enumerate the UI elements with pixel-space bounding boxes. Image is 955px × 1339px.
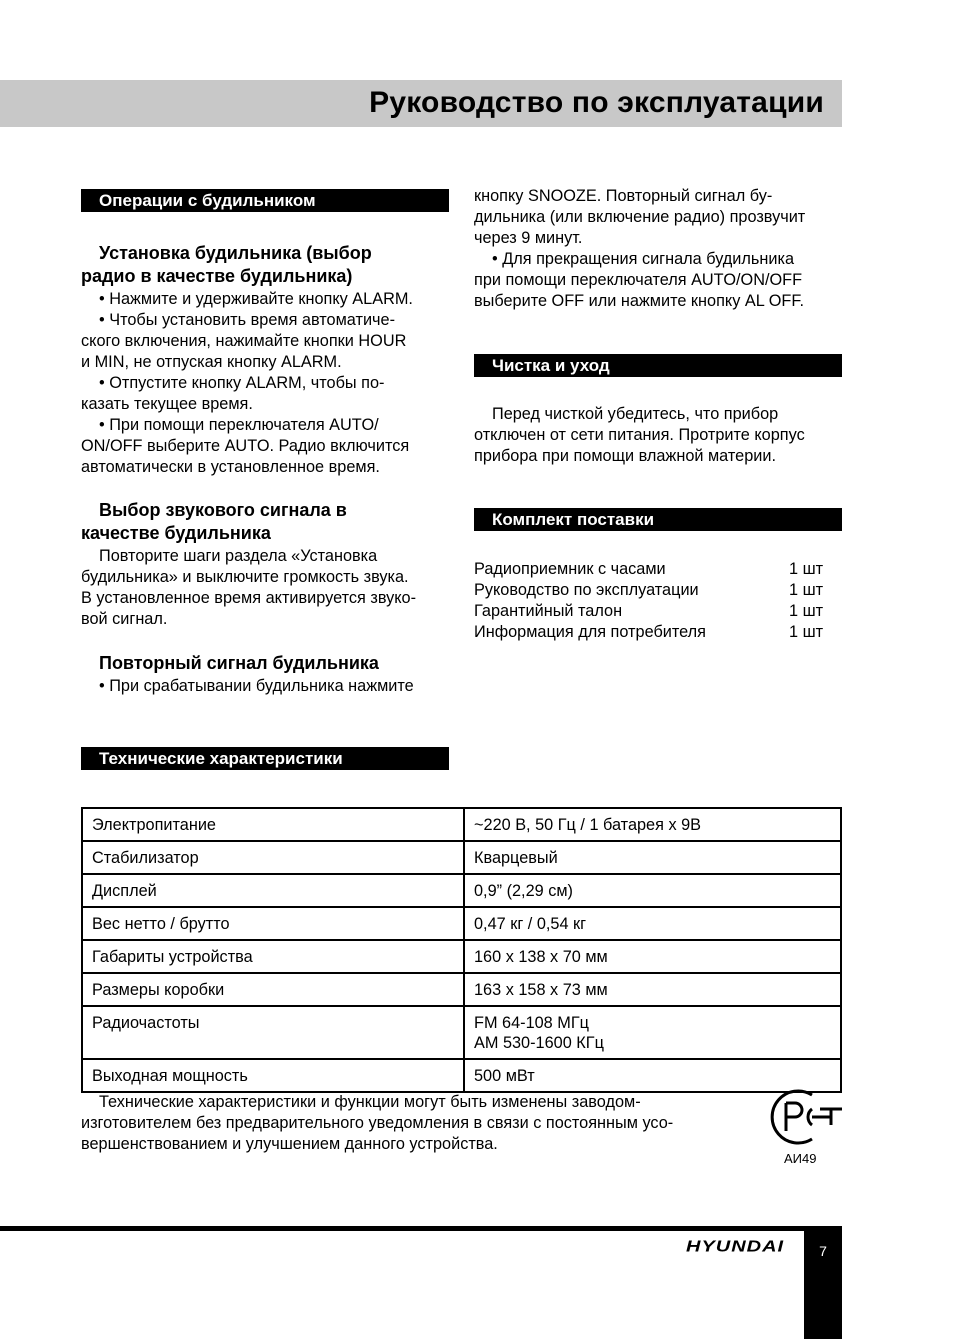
text-line: В установленное время активируется звуко- (81, 589, 417, 607)
header-banner (0, 80, 842, 127)
text-line: казать текущее время. (81, 395, 253, 413)
alarm-set-text (81, 289, 456, 478)
kit-item-name: Радиоприемник с часами (474, 560, 666, 578)
page-number: 7 (819, 1243, 827, 1259)
text-line: • Нажмите и удерживайте кнопку ALARM. (99, 290, 413, 308)
subheading-snooze: Повторный сигнал будильника (99, 653, 379, 673)
subheading-line: Установка будильника (выбор (99, 243, 372, 263)
subheading-alarm-sound (81, 499, 347, 545)
text-line: отключен от сети питания. Протрите корпус (474, 426, 805, 444)
text-line: дильника (или включение радио) прозвучит (474, 208, 806, 226)
text-line: будильника» и выключите громкость звука. (81, 568, 409, 586)
spec-value: 0,47 кг / 0,54 кг (464, 907, 841, 940)
kit-item-qty: 1 шт (789, 560, 824, 578)
section-header-cleaning: Чистка и уход (474, 354, 842, 377)
brand-logo: HYUNDAI (686, 1238, 785, 1256)
disclaimer-note (81, 1092, 741, 1155)
text-line: и MIN, не отпуская кнопку ALARM. (81, 353, 342, 371)
spec-param: Стабилизатор (82, 841, 464, 874)
text-line: при помощи переключателя AUTO/ON/OFF (474, 271, 803, 289)
snooze-text (81, 676, 456, 697)
subheading-alarm-set (81, 242, 372, 288)
spec-value: 160 х 138 х 70 мм (464, 940, 841, 973)
table-row (82, 1006, 841, 1059)
text-line: • Для прекращения сигнала будильника (492, 250, 795, 268)
certification-label: АИ49 (784, 1151, 817, 1166)
spec-value: 500 мВт (464, 1059, 841, 1092)
text-line: ского включения, нажимайте кнопки HOUR (81, 332, 407, 350)
spec-value: 163 х 158 х 73 мм (464, 973, 841, 1006)
spec-param: Дисплей (82, 874, 464, 907)
text-line: прибора при помощи влажной материи. (474, 447, 776, 465)
table-row (82, 808, 841, 841)
spec-value-line: AM 530-1600 КГц (474, 1034, 604, 1052)
subheading-line: качестве будильника (81, 523, 271, 543)
section-header-kit: Комплект поставки (474, 508, 842, 531)
spec-param: Выходная мощность (82, 1059, 464, 1092)
text-line: ON/OFF выберите AUTO. Радио включится (81, 437, 410, 455)
text-line: Перед чисткой убедитесь, что прибор (492, 405, 779, 423)
cleaning-text (474, 404, 844, 467)
kit-item-name: Руководство по эксплуатации (474, 581, 699, 599)
kit-item-name: Гарантийный талон (474, 602, 623, 620)
spec-value: Кварцевый (464, 841, 841, 874)
text-line: через 9 минут. (474, 229, 583, 247)
text-line: • Отпустите кнопку ALARM, чтобы по- (99, 374, 385, 392)
text-line: вой сигнал. (81, 610, 168, 628)
text-line: кнопку SNOOZE. Повторный сигнал бу- (474, 187, 773, 205)
text-line: автоматически в установленное время. (81, 458, 380, 476)
text-line: • При помощи переключателя AUTO/ (99, 416, 379, 434)
spec-param: Габариты устройства (82, 940, 464, 973)
certification-mark-icon (768, 1087, 848, 1147)
section-header-alarm: Операции с будильником (81, 189, 449, 212)
specs-table (81, 807, 842, 1093)
subheading-line: Выбор звукового сигнала в (99, 500, 347, 520)
alarm-sound-text (81, 546, 456, 630)
text-line: изготовителем без предварительного уведомления в связи с постоянным усо- (81, 1114, 674, 1132)
subheading-line: радио в качестве будильника) (81, 266, 353, 286)
text-line: • При срабатывании будильника нажмите (99, 677, 414, 695)
text-line: Повторите шаги раздела «Установка (99, 547, 378, 565)
text-line: • Чтобы установить время автоматиче- (99, 311, 396, 329)
kit-item-name: Информация для потребителя (474, 623, 706, 641)
page-title: Руководство по эксплуатации (369, 86, 824, 119)
kit-item-qty: 1 шт (789, 623, 824, 641)
snooze-text-continued (474, 186, 844, 312)
table-row (82, 973, 841, 1006)
kit-item (474, 623, 834, 644)
text-line: вершенствованием и улучшением данного устройства. (81, 1135, 498, 1153)
table-row (82, 940, 841, 973)
kit-item (474, 602, 834, 623)
spec-value-line: FM 64-108 МГц (474, 1014, 589, 1032)
kit-item (474, 581, 834, 602)
spec-param: Радиочастоты (82, 1006, 464, 1059)
section-header-specs: Технические характеристики (81, 747, 449, 770)
kit-item-qty: 1 шт (789, 602, 824, 620)
spec-value: 0,9” (2,29 см) (464, 874, 841, 907)
kit-item-qty: 1 шт (789, 581, 824, 599)
text-line: выберите OFF или нажмите кнопку AL OFF. (474, 292, 804, 310)
spec-value (464, 1006, 841, 1059)
spec-param: Электропитание (82, 808, 464, 841)
spec-value: ~220 В, 50 Гц / 1 батарея х 9В (464, 808, 841, 841)
spec-param: Размеры коробки (82, 973, 464, 1006)
table-row (82, 907, 841, 940)
table-row (82, 874, 841, 907)
table-row (82, 1059, 841, 1092)
kit-item (474, 560, 834, 581)
spec-param: Вес нетто / брутто (82, 907, 464, 940)
text-line: Технические характеристики и функции могут быть изменены заводом- (99, 1093, 641, 1111)
table-row (82, 841, 841, 874)
footer-rule (0, 1226, 842, 1231)
